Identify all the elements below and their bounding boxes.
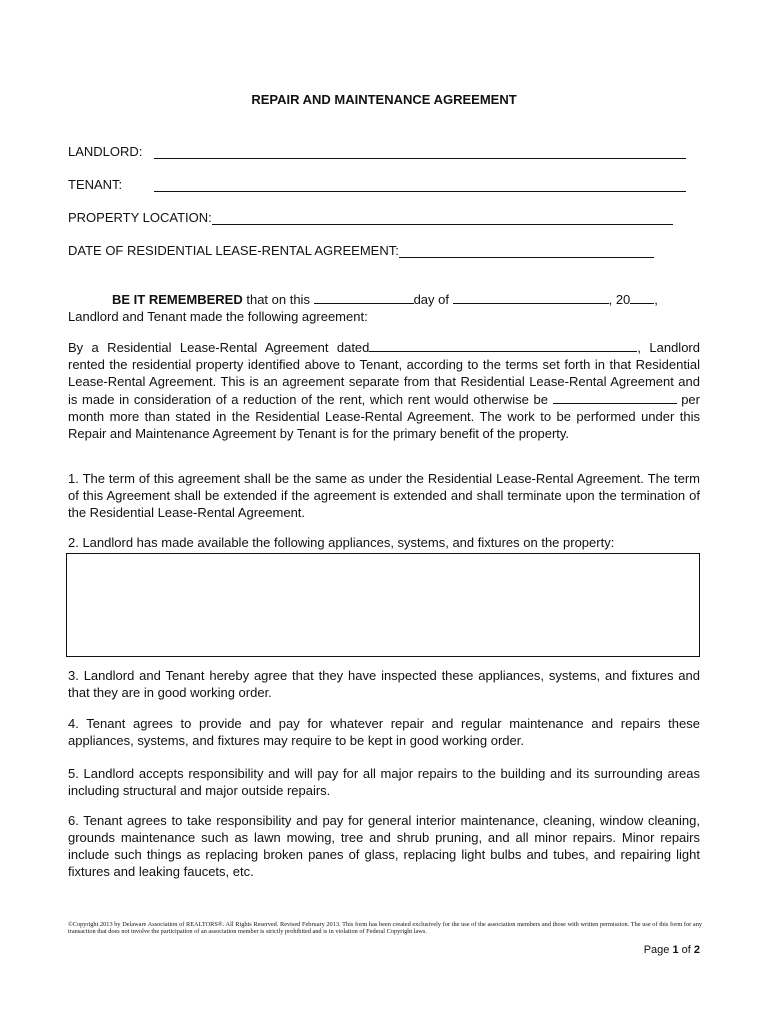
tenant-label: TENANT:: [68, 177, 123, 192]
lease-paragraph: By a Residential Lease-Rental Agreement dated , Landlord rented the residential property identified above to Tenant, according to the terms set forth in that Residential Lease-Rental Agreement. This is an agreement separate from that Residential Lease-Rental Agreement and is made in consideration of a reduction of the rent, which rent would otherwise be per month more than stated in the Residential Lease-Rental Agreement. The work to be performed under this Repair and Maintenance Agreement by Tenant is for the primary benefit of the property.: [68, 340, 700, 441]
clause-6: 6. Tenant agrees to take responsibility and pay for general interior maintenance, cleaning, window cleaning, grounds maintenance such as lawn mowing, tree and shrub pruning, and all minor repairs. Minor repairs include such things as replacing broken panes of glass, replacing light bulbs and tubes, and repairing light fixtures and leaking faucets, etc.: [68, 813, 700, 879]
clause-2: 2. Landlord has made available the following appliances, systems, and fixtures on the property:: [68, 535, 615, 550]
lease-date-field: [68, 243, 654, 258]
document-title: REPAIR AND MAINTENANCE AGREEMENT: [251, 92, 517, 107]
clause-5: 5. Landlord accepts responsibility and will pay for all major repairs to the building and its surrounding areas including structural and major outside repairs.: [68, 766, 700, 798]
intro-line-2: Landlord and Tenant made the following agreement:: [68, 309, 368, 324]
landlord-label: LANDLORD:: [68, 144, 143, 159]
month-blank[interactable]: [453, 290, 609, 304]
landlord-field: [68, 144, 686, 159]
clause-3: 3. Landlord and Tenant hereby agree that they have inspected these appliances, systems, and fixtures and that they are in good working order.: [68, 668, 700, 700]
copyright-footer: ©Copyright 2013 by Delaware Association of REALTORS®. All Rights Reserved. Revised February 2013. This form has been created exclusively for the use of the association members and those with written permission. The use of this form for any transaction that does not involve the participation of an association member is strictly prohibited and is in violation of Federal Copyright laws.: [68, 921, 702, 935]
property-location-input-line[interactable]: [212, 210, 673, 225]
lease-date-label: DATE OF RESIDENTIAL LEASE-RENTAL AGREEMENT:: [68, 243, 399, 258]
clause-1: 1. The term of this agreement shall be the same as under the Residential Lease-Rental Agreement. The term of this Agreement shall be extended if the agreement is extended and shall terminate upon the termination of the Residential Lease-Rental Agreement.: [68, 471, 700, 520]
lease-date-input-line[interactable]: [399, 243, 654, 258]
property-location-field: [68, 210, 673, 225]
landlord-input-line[interactable]: [154, 144, 686, 159]
clause-4: 4. Tenant agrees to provide and pay for whatever repair and regular maintenance and repairs these appliances, systems, and fixtures may require to be kept in good working order.: [68, 716, 700, 748]
lease-date-blank[interactable]: [369, 338, 637, 352]
day-blank[interactable]: [314, 290, 414, 304]
appliances-list-box[interactable]: [66, 553, 700, 657]
rent-amount-blank[interactable]: [553, 390, 677, 404]
intro-paragraph: BE IT REMEMBERED that on this day of , 20 , Landlord and Tenant made the following agreement:: [68, 292, 658, 324]
page-number: Page 1 of 2: [643, 944, 700, 956]
be-it-remembered: BE IT REMEMBERED: [112, 292, 243, 307]
tenant-field: [68, 177, 686, 192]
year-blank[interactable]: [630, 290, 654, 304]
property-location-label: PROPERTY LOCATION:: [68, 210, 212, 225]
tenant-input-line[interactable]: [154, 177, 686, 192]
